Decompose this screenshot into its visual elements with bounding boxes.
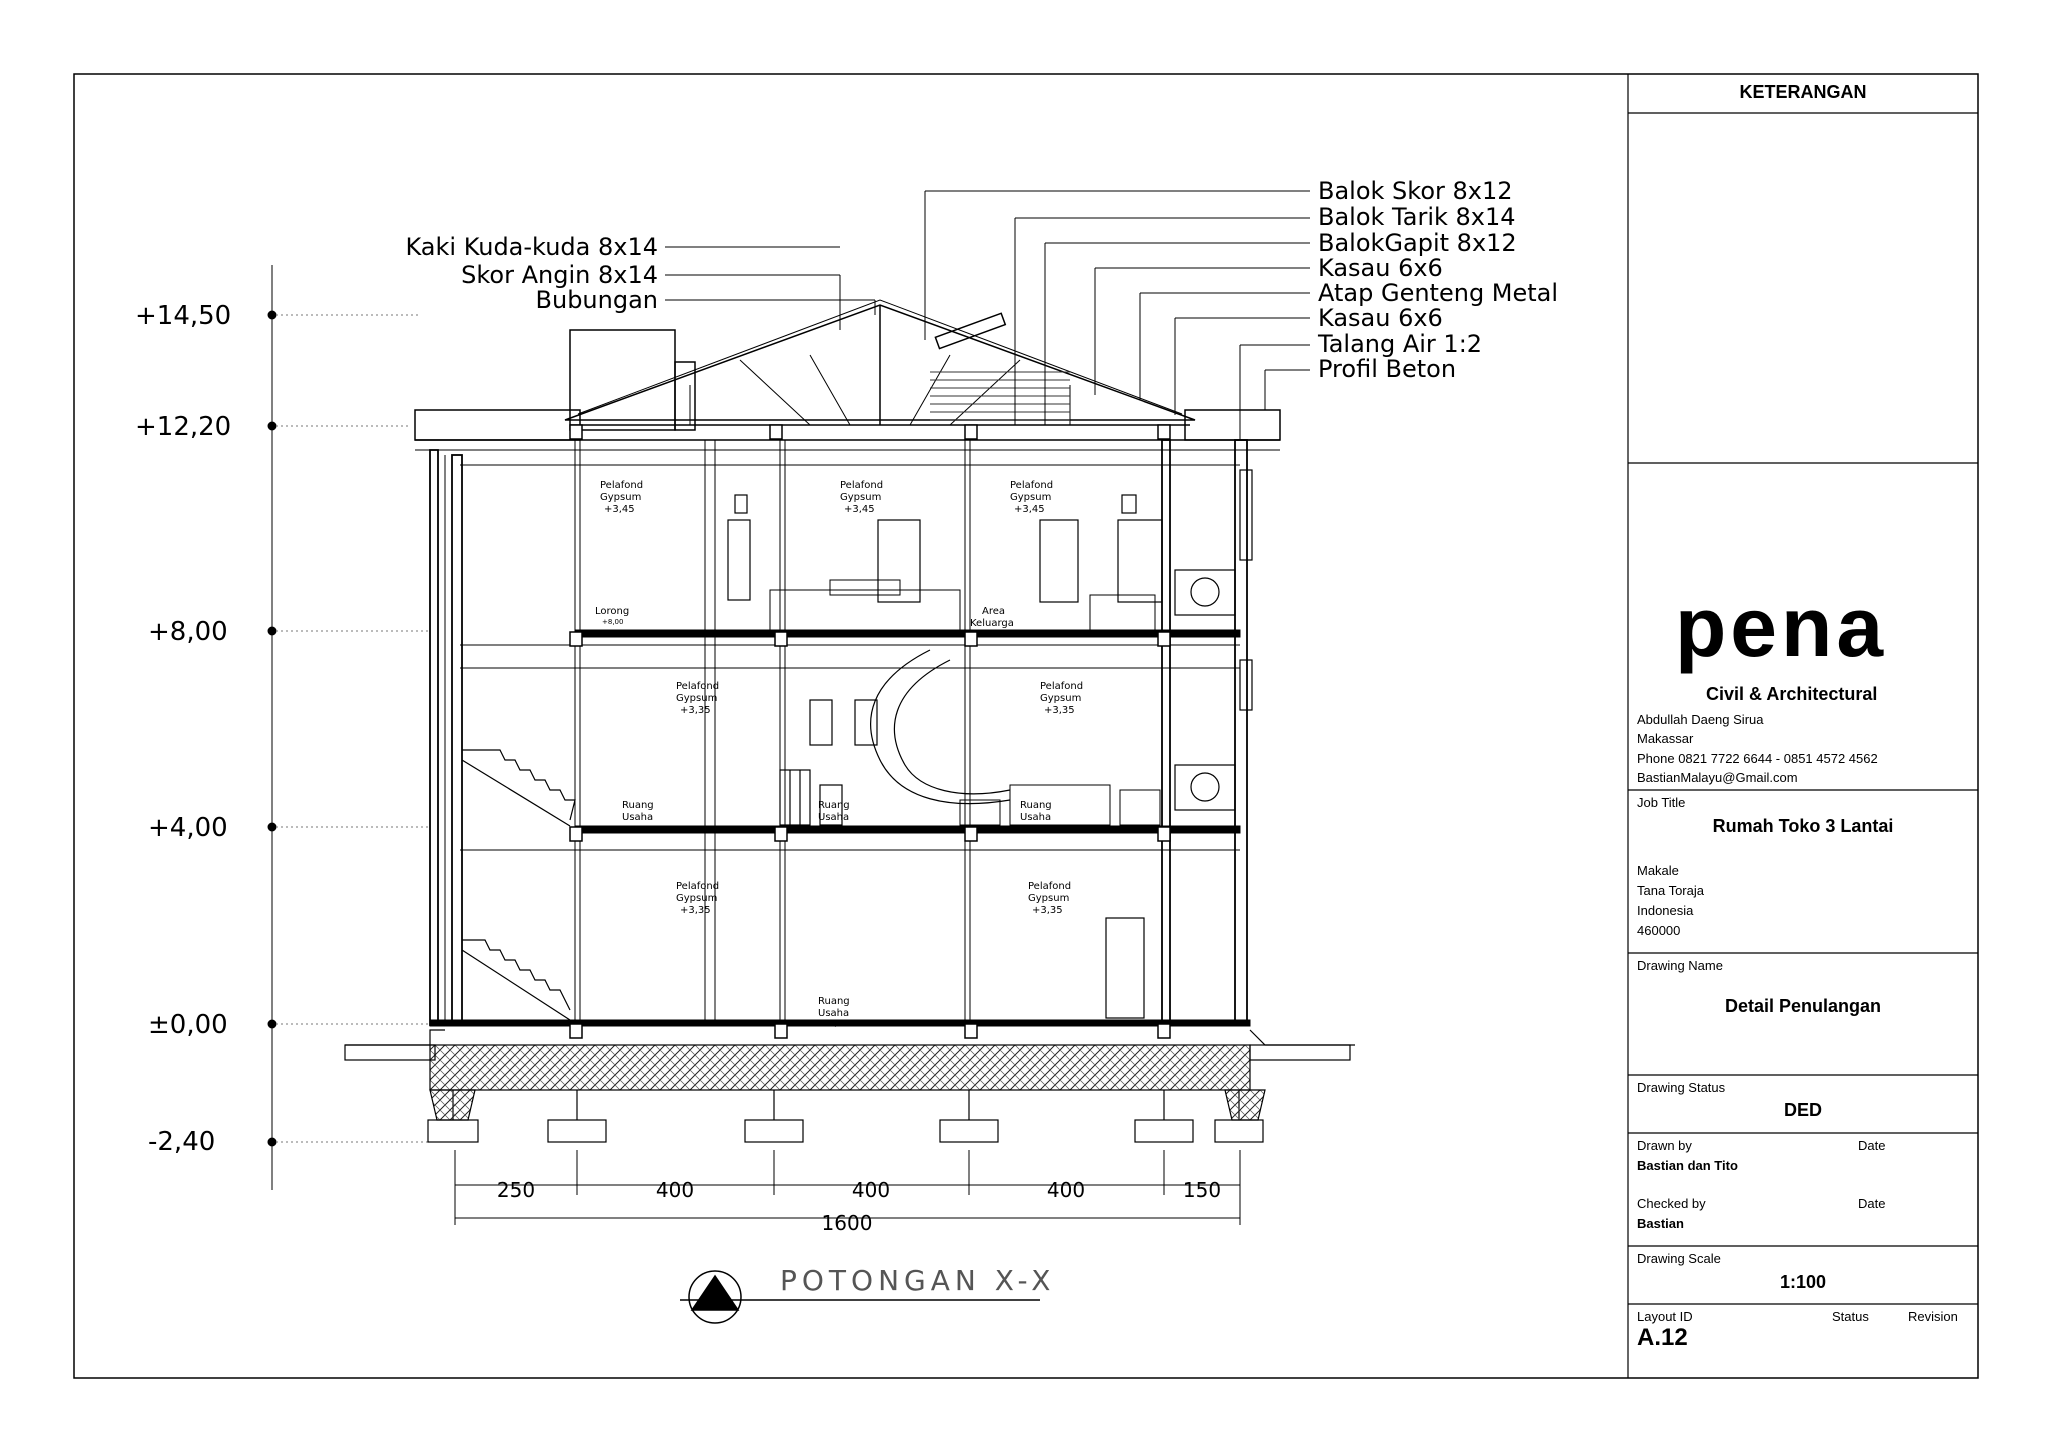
room-label: Ruang xyxy=(818,996,850,1007)
dimension-label: 250 xyxy=(496,1178,536,1202)
room-label: Gypsum xyxy=(1028,893,1070,904)
drawn-by: Bastian dan Tito xyxy=(1637,1158,1738,1173)
room-label: Keluarga xyxy=(970,618,1014,629)
callout-kasau-1: Kasau 6x6 xyxy=(1318,254,1443,282)
date-label: Date xyxy=(1858,1196,1886,1211)
room-label: Pelafond xyxy=(1010,480,1054,491)
room-label: Pelafond xyxy=(1040,681,1084,692)
dimension-label: 400 xyxy=(1046,1178,1086,1202)
dimension-labels xyxy=(497,1178,1221,1235)
room-label: Lorong xyxy=(595,606,630,617)
room-label: Pelafond xyxy=(676,681,720,692)
room-label: Usaha xyxy=(818,812,850,823)
callout-kasau-2: Kasau 6x6 xyxy=(1318,304,1443,332)
drawing-scale: 1:100 xyxy=(1779,1272,1827,1292)
room-label: Area xyxy=(982,606,1006,617)
room-label: Pelafond xyxy=(676,881,720,892)
dimension-label: 150 xyxy=(1182,1178,1222,1202)
room-label: +3,35 xyxy=(1032,905,1063,916)
room-label: Pelafond xyxy=(840,480,884,491)
level-label: -2,40 xyxy=(148,1127,216,1157)
room-label: ±0,00 xyxy=(824,1020,846,1028)
section-title: POTONGAN X-X xyxy=(780,1264,1056,1297)
drawing-name-label: Drawing Name xyxy=(1637,958,1723,973)
roof xyxy=(415,300,1280,450)
level-labels xyxy=(135,301,231,1157)
dimension-label: 400 xyxy=(655,1178,695,1202)
foundation xyxy=(345,1030,1355,1142)
room-labels xyxy=(595,480,1083,1028)
callout-bubungan: Bubungan xyxy=(535,286,658,314)
level-label: ±0,00 xyxy=(148,1010,228,1040)
columns xyxy=(570,425,1170,1038)
callout-balok-skor: Balok Skor 8x12 xyxy=(1318,177,1513,205)
callout-profil-beton: Profil Beton xyxy=(1318,355,1457,383)
drawing-status: DED xyxy=(1783,1100,1822,1120)
room-label: Usaha xyxy=(818,1008,850,1019)
drawn-by-label: Drawn by xyxy=(1637,1138,1692,1153)
room-label: Usaha xyxy=(1020,812,1052,823)
callout-skor-angin: Skor Angin 8x14 xyxy=(461,261,658,289)
address-line: Indonesia xyxy=(1637,903,1694,918)
room-label: +8,00 xyxy=(602,618,624,626)
address-line: Tana Toraja xyxy=(1637,883,1704,898)
facade-ornaments xyxy=(1175,470,1252,810)
room-label: Pelafond xyxy=(600,480,644,491)
level-label: +12,20 xyxy=(135,412,232,442)
callout-kaki-kuda: Kaki Kuda-kuda 8x14 xyxy=(405,233,658,261)
logo-subtitle: Civil & Architectural xyxy=(1706,684,1878,704)
callouts xyxy=(405,177,1558,383)
room-label: +3,35 xyxy=(680,905,711,916)
section-drawing xyxy=(268,191,1355,1323)
company-city: Makassar xyxy=(1637,731,1694,746)
checked-by-label: Checked by xyxy=(1637,1196,1706,1211)
dimension-label: 400 xyxy=(851,1178,891,1202)
level-markers xyxy=(268,311,430,1146)
room-label: +3,45 xyxy=(1014,504,1045,515)
keterangan-header: KETERANGAN xyxy=(1739,82,1867,102)
company-name: Abdullah Daeng Sirua xyxy=(1637,712,1764,727)
address-line: Makale xyxy=(1637,863,1679,878)
room-label: +3,35 xyxy=(680,705,711,716)
openings xyxy=(728,495,1162,1018)
room-label: +3,45 xyxy=(844,504,875,515)
drawing-status-label: Drawing Status xyxy=(1637,1080,1726,1095)
room-label: +3,45 xyxy=(604,504,635,515)
room-label: Gypsum xyxy=(1010,492,1052,503)
room-label: Gypsum xyxy=(1040,693,1082,704)
revision-label: Revision xyxy=(1908,1309,1958,1324)
room-label: Gypsum xyxy=(676,693,718,704)
company-phone: Phone 0821 7722 6644 - 0851 4572 4562 xyxy=(1637,751,1878,766)
callout-balok-tarik: Balok Tarik 8x14 xyxy=(1318,203,1516,231)
room-label: +3,35 xyxy=(1044,705,1075,716)
level-label: +4,00 xyxy=(148,813,228,843)
checked-by: Bastian xyxy=(1637,1216,1684,1231)
company-email: BastianMalayu@Gmail.com xyxy=(1637,770,1798,785)
callout-balok-gapit: BalokGapit 8x12 xyxy=(1318,229,1517,257)
layout-id: A.12 xyxy=(1637,1324,1688,1351)
room-label: Usaha xyxy=(622,812,654,823)
layout-id-label: Layout ID xyxy=(1637,1309,1693,1324)
spiral-stair xyxy=(780,650,1010,825)
room-label: Gypsum xyxy=(840,492,882,503)
callout-atap-genteng: Atap Genteng Metal xyxy=(1318,279,1559,307)
job-title-label: Job Title xyxy=(1637,795,1686,810)
walls xyxy=(430,440,1247,1025)
drawing-scale-label: Drawing Scale xyxy=(1637,1251,1721,1266)
room-label: Gypsum xyxy=(600,492,642,503)
level-label: +14,50 xyxy=(135,301,232,331)
level-label: +8,00 xyxy=(148,617,228,647)
callout-talang-air: Talang Air 1:2 xyxy=(1318,330,1483,358)
room-label: Ruang xyxy=(1020,800,1052,811)
total-dimension-label: 1600 xyxy=(821,1211,873,1235)
room-label: Ruang xyxy=(818,800,850,811)
date-label: Date xyxy=(1858,1138,1886,1153)
room-label: Gypsum xyxy=(676,893,718,904)
status-label: Status xyxy=(1832,1309,1869,1324)
address-line: 460000 xyxy=(1637,923,1681,938)
pena-logo: pena xyxy=(1675,580,1888,674)
stair-left xyxy=(462,750,575,1020)
job-title: Rumah Toko 3 Lantai xyxy=(1712,816,1894,836)
room-label: Ruang xyxy=(622,800,654,811)
drawing-name: Detail Penulangan xyxy=(1724,996,1882,1016)
room-label: Pelafond xyxy=(1028,881,1072,892)
floor-slabs xyxy=(430,465,1250,1026)
